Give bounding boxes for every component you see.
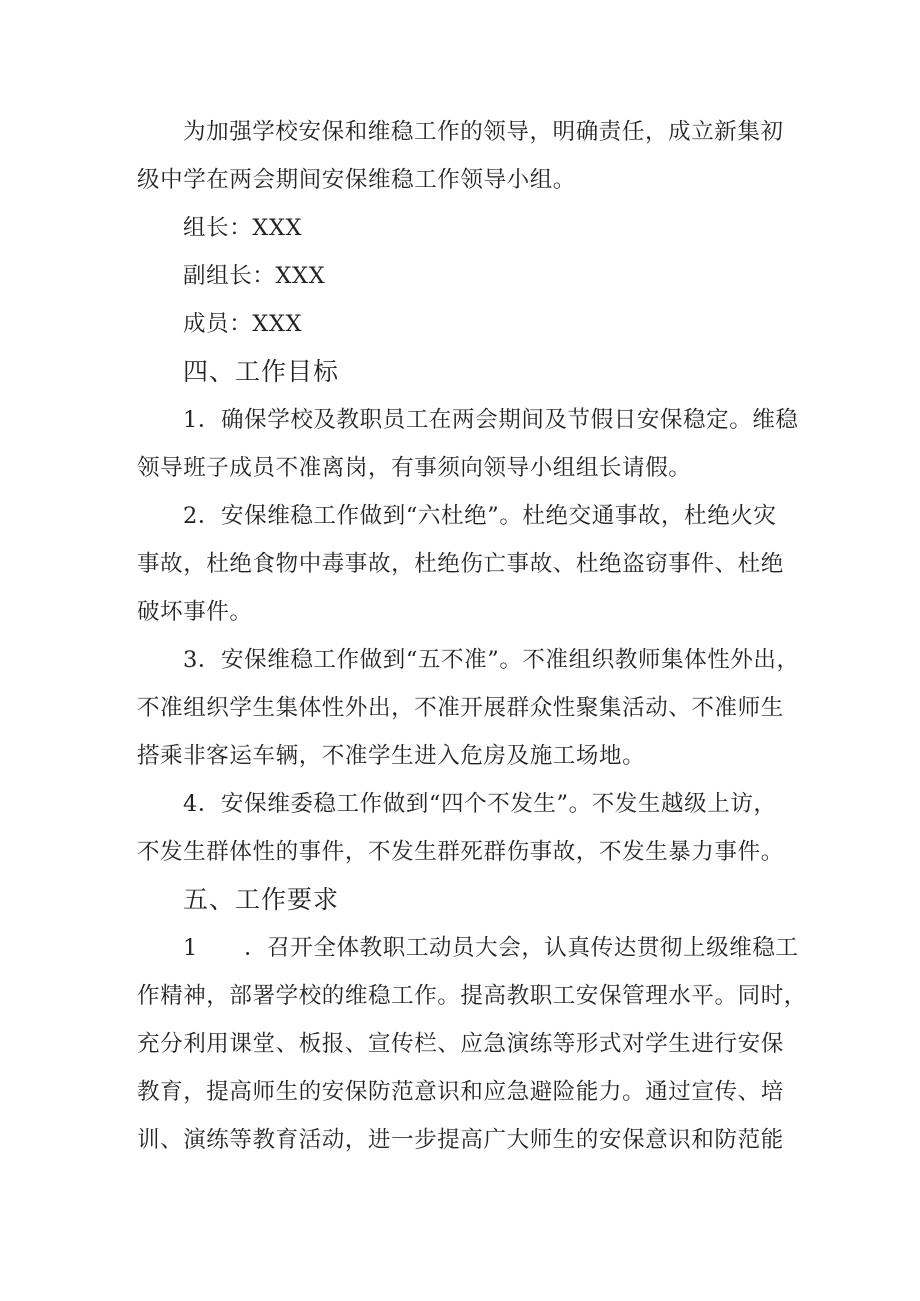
- requirement-1-line-5: 训、演练等教育活动，进一步提高广大师生的安保意识和防范能: [137, 1127, 784, 1153]
- section-5-title: 五、工作要求: [183, 885, 340, 914]
- goal-4-line-1: 4．安保维委稳工作做到“四个不发生”。不发生越级上访，: [183, 791, 777, 817]
- intro-line-2: 级中学在两会期间安保维稳工作领导小组。: [137, 167, 576, 193]
- requirement-1-line-3: 充分利用课堂、板报、宣传栏、应急演练等形式对学生进行安保: [137, 1031, 784, 1057]
- deputy-leader-line: 副组长：XXX: [183, 263, 326, 289]
- goal-2-line-2: 事故，杜绝食物中毒事故，杜绝伤亡事故、杜绝盗窃事件、杜绝: [137, 551, 784, 577]
- requirement-1-line-1: 1 ．召开全体教职工动员大会，认真传达贯彻上级维稳工: [183, 935, 799, 961]
- goal-3-line-2: 不准组织学生集体性外出，不准开展群众性聚集活动、不准师生: [137, 695, 784, 721]
- goal-2-line-1: 2．安保维稳工作做到“六杜绝”。杜绝交通事故，杜绝火灾: [183, 503, 777, 529]
- intro-line-1: 为加强学校安保和维稳工作的领导，明确责任，成立新集初: [183, 119, 784, 145]
- requirement-1-line-2: 作精神，部署学校的维稳工作。提高教职工安保管理水平。同时，: [137, 983, 807, 1009]
- goal-3-line-3: 搭乘非客运车辆，不准学生进入危房及施工场地。: [137, 743, 646, 769]
- requirement-1-line-4: 教育，提高师生的安保防范意识和应急避险能力。通过宣传、培: [137, 1079, 784, 1105]
- section-4-title: 四、工作目标: [183, 357, 340, 386]
- goal-3-line-1: 3．安保维稳工作做到“五不准”。不准组织教师集体性外出，: [183, 647, 800, 673]
- goal-2-line-3: 破坏事件。: [137, 599, 253, 625]
- member-line: 成员：XXX: [183, 311, 303, 337]
- goal-1-line-2: 领导班子成员不准离岗，有事须向领导小组组长请假。: [137, 455, 692, 481]
- leader-line: 组长：XXX: [183, 215, 303, 241]
- goal-4-line-2: 不发生群体性的事件，不发生群死群伤事故，不发生暴力事件。: [137, 839, 784, 865]
- goal-1-line-1: 1．确保学校及教职员工在两会期间及节假日安保稳定。维稳: [183, 407, 799, 433]
